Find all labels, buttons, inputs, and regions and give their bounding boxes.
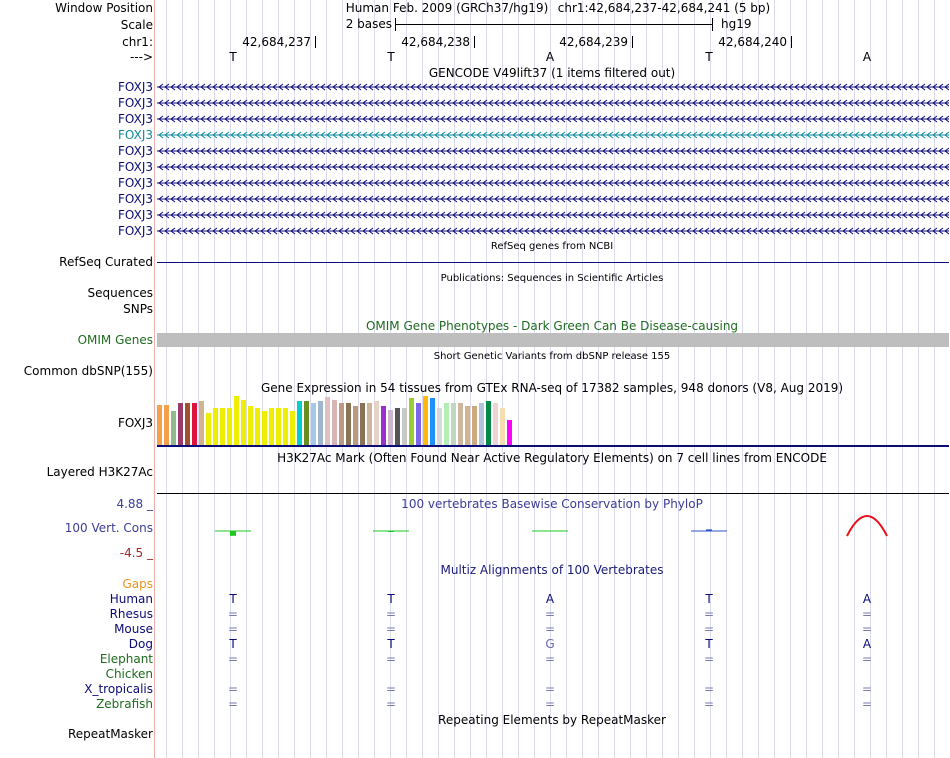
gencode-track-title[interactable]: GENCODE V49lift37 (1 items filtered out) [428,66,676,80]
multiz-track-title[interactable]: Multiz Alignments of 100 Vertebrates [440,563,664,577]
gtex-tissue-bar[interactable] [290,411,295,445]
h3k27ac-label[interactable]: Layered H3K27Ac [46,465,153,479]
gencode-transcript[interactable] [157,176,949,190]
omim-label[interactable]: OMIM Genes [77,333,153,347]
gtex-tissue-bar[interactable] [437,408,442,445]
gtex-tissue-bar[interactable] [465,406,470,445]
gencode-gene-label[interactable]: FOXJ3 [118,176,153,190]
gencode-transcript[interactable] [157,112,949,126]
gtex-tissue-bar[interactable] [367,403,372,445]
alignment-base: = [227,697,239,711]
gtex-tissue-bar[interactable] [276,408,281,445]
alignment-base: A [862,592,872,606]
alignment-base: T [229,592,237,606]
repeatmasker-track-title[interactable]: Repeating Elements by RepeatMasker [438,713,666,727]
gencode-transcript[interactable] [157,144,949,158]
coordinate-label: 42,684,238 [401,35,470,49]
gencode-transcript[interactable] [157,208,949,222]
coordinate-label: 42,684,239 [559,35,628,49]
gtex-tissue-bar[interactable] [304,401,309,445]
gtex-tissue-bar[interactable] [311,403,316,445]
gtex-tissue-bar[interactable] [395,408,400,445]
species-label[interactable]: X_tropicalis [84,682,153,696]
coordinate-label: 42,684,237 [242,35,311,49]
alignment-base: = [703,682,715,696]
gtex-tissue-bar[interactable] [220,408,225,445]
publications-track-title[interactable]: Publications: Sequences in Scientific Articles [440,273,664,284]
gtex-tissue-bar[interactable] [381,406,386,445]
gencode-gene-label[interactable]: FOXJ3 [118,144,153,158]
gtex-tissue-bar[interactable] [178,403,183,445]
chrom-label: chr1: [122,35,153,49]
species-label[interactable]: Zebrafish [96,697,153,711]
alignment-base: = [703,622,715,636]
reference-base: A [862,50,872,64]
gencode-gene-label[interactable]: FOXJ3 [118,96,153,110]
gtex-tissue-bar[interactable] [171,411,176,445]
alignment-base: = [861,697,873,711]
scale-db: hg19 [721,17,752,31]
alignment-base: = [385,607,397,621]
phylop-plot[interactable] [157,510,949,560]
coordinate-tick [315,36,316,48]
h3k27ac-baseline [157,493,949,494]
gtex-baseline [157,445,949,447]
gtex-tissue-bar[interactable] [234,396,239,445]
scale-bar-right-tick [712,18,713,31]
alignment-base: = [703,652,715,666]
alignment-base: = [544,697,556,711]
alignment-base: T [229,637,237,651]
track-divider [154,0,155,758]
gencode-transcript[interactable] [157,192,949,206]
gtex-tissue-bar[interactable] [255,408,260,445]
phylop-score-mark[interactable] [847,516,887,536]
alignment-base: = [861,652,873,666]
phylop-label[interactable]: 100 Vert. Cons [64,521,153,535]
reference-base: A [545,50,555,64]
alignment-base: = [385,622,397,636]
alignment-base: = [861,607,873,621]
reference-base: T [705,50,713,64]
strand-label: ---> [129,50,153,64]
gtex-tissue-bar[interactable] [157,405,162,445]
phylop-score-mark[interactable] [373,531,409,532]
gencode-transcript[interactable] [157,160,949,174]
scale-bar [395,24,712,25]
alignment-base: = [703,607,715,621]
gtex-tissue-bar[interactable] [458,403,463,445]
alignment-base: T [705,637,713,651]
gencode-gene-label[interactable]: FOXJ3 [118,208,153,222]
snps-label[interactable]: SNPs [123,302,153,316]
gtex-tissue-bar[interactable] [241,400,246,445]
gtex-tissue-bar[interactable] [332,400,337,445]
gtex-tissue-bar[interactable] [493,403,498,445]
gtex-tissue-bar[interactable] [360,403,365,445]
refseq-track-title[interactable]: RefSeq genes from NCBI [490,241,614,252]
coordinate-tick [791,36,792,48]
gaps-label: Gaps [122,577,153,591]
species-label[interactable]: Human [109,592,153,606]
alignment-base: = [861,622,873,636]
alignment-base: = [385,682,397,696]
alignment-base: = [385,652,397,666]
gtex-tissue-bar[interactable] [185,403,190,445]
omim-gene-bar[interactable] [157,333,949,347]
gencode-transcript[interactable] [157,80,949,94]
gtex-tissue-bar[interactable] [444,403,449,445]
alignment-base: = [703,697,715,711]
gencode-transcript[interactable] [157,128,949,142]
reference-base: T [229,50,237,64]
gencode-gene-label[interactable]: FOXJ3 [118,128,153,142]
alignment-base: = [227,652,239,666]
alignment-base: A [862,637,872,651]
gtex-tissue-bar[interactable] [213,408,218,445]
alignment-base: = [544,652,556,666]
gtex-tissue-bar[interactable] [409,398,414,445]
phylop-min-label: -4.5 _ [119,546,153,560]
gencode-transcript[interactable] [157,96,949,110]
alignment-base: = [544,622,556,636]
gtex-tissue-bar[interactable] [248,406,253,445]
alignment-base: T [387,637,395,651]
gencode-gene-label[interactable]: FOXJ3 [118,112,153,126]
gtex-tissue-bar[interactable] [283,408,288,445]
gtex-tissue-bar[interactable] [388,410,393,445]
dbsnp-track-title[interactable]: Short Genetic Variants from dbSNP release 155 [433,351,671,362]
coordinate-tick [632,36,633,48]
gtex-tissue-bar[interactable] [164,405,169,445]
alignment-base: = [861,682,873,696]
h3k27ac-track-title[interactable]: H3K27Ac Mark (Often Found Near Active Regulatory Elements) on 7 cell lines from ENCODE [277,451,827,465]
gtex-tissue-bar[interactable] [486,401,491,445]
alignment-base: = [544,682,556,696]
gtex-tissue-bar[interactable] [318,401,323,445]
alignment-base: = [227,622,239,636]
omim-track-title[interactable]: OMIM Gene Phenotypes - Dark Green Can Be Disease-causing [365,319,739,333]
gtex-tissue-bar[interactable] [374,401,379,445]
scale-bar-left-tick [395,18,396,31]
phylop-score-mark[interactable] [215,531,251,536]
gtex-tissue-bar[interactable] [192,403,197,445]
gtex-tissue-bar[interactable] [269,408,274,445]
refseq-line[interactable] [157,262,949,263]
dbsnp-label[interactable]: Common dbSNP(155) [23,364,153,378]
phylop-track-title[interactable]: 100 vertebrates Basewise Conservation by PhyloP [401,497,703,511]
gencode-gene-label[interactable]: FOXJ3 [118,224,153,238]
gencode-gene-label[interactable]: FOXJ3 [118,192,153,206]
alignment-base: = [385,697,397,711]
refseq-label[interactable]: RefSeq Curated [59,255,153,269]
gtex-tissue-bar[interactable] [339,403,344,445]
gtex-tissue-bar[interactable] [430,398,435,445]
gtex-tissue-bar[interactable] [402,408,407,445]
gtex-tissue-bar[interactable] [262,411,267,445]
gtex-tissue-bar[interactable] [325,397,330,445]
alignment-base: G [545,637,555,651]
species-label[interactable]: Dog [128,637,153,651]
gtex-tissue-bar[interactable] [416,403,421,445]
sequences-label[interactable]: Sequences [87,286,153,300]
gtex-tissue-bar[interactable] [353,406,358,445]
species-label[interactable]: Mouse [114,622,153,636]
coordinate-label: 42,684,240 [718,35,787,49]
species-label[interactable]: Chicken [105,667,153,681]
window-position-label: Window Position [55,1,153,15]
position-readout[interactable]: chr1:42,684,237-42,684,241 (5 bp) [557,1,771,15]
gtex-tissue-bar[interactable] [479,403,484,445]
gtex-tissue-bar[interactable] [507,420,512,445]
gtex-gene-label[interactable]: FOXJ3 [118,416,153,430]
scale-value: 2 bases [345,17,392,31]
coordinate-tick [474,36,475,48]
species-label[interactable]: Rhesus [109,607,153,621]
gtex-tissue-bar[interactable] [297,401,302,445]
species-label[interactable]: Elephant [99,652,153,666]
gtex-tissue-bar[interactable] [472,406,477,445]
gtex-tissue-bar[interactable] [500,408,505,445]
alignment-base: = [544,607,556,621]
gtex-track-title[interactable]: Gene Expression in 54 tissues from GTEx RNA-seq of 17382 samples, 948 donors (V8, Aug 2019) [260,381,844,395]
gtex-tissue-bar[interactable] [199,401,204,445]
gtex-tissue-bar[interactable] [346,403,351,445]
phylop-score-mark[interactable] [691,529,727,531]
gtex-tissue-bar[interactable] [423,396,428,445]
assembly-title: Human Feb. 2009 (GRCh37/hg19) [345,1,549,15]
scale-label: Scale [120,18,153,32]
alignment-base: = [227,607,239,621]
gencode-gene-label[interactable]: FOXJ3 [118,80,153,94]
alignment-base: T [705,592,713,606]
reference-base: T [387,50,395,64]
gtex-tissue-bar[interactable] [451,403,456,445]
alignment-base: A [545,592,555,606]
phylop-max-label: 4.88 _ [116,497,153,511]
repeatmasker-label[interactable]: RepeatMasker [67,727,153,741]
gencode-transcript[interactable] [157,224,949,238]
gtex-tissue-bar[interactable] [227,408,232,445]
gtex-expression-bars[interactable] [157,396,557,445]
alignment-base: = [227,682,239,696]
gtex-tissue-bar[interactable] [206,413,211,445]
alignment-base: T [387,592,395,606]
gencode-gene-label[interactable]: FOXJ3 [118,160,153,174]
